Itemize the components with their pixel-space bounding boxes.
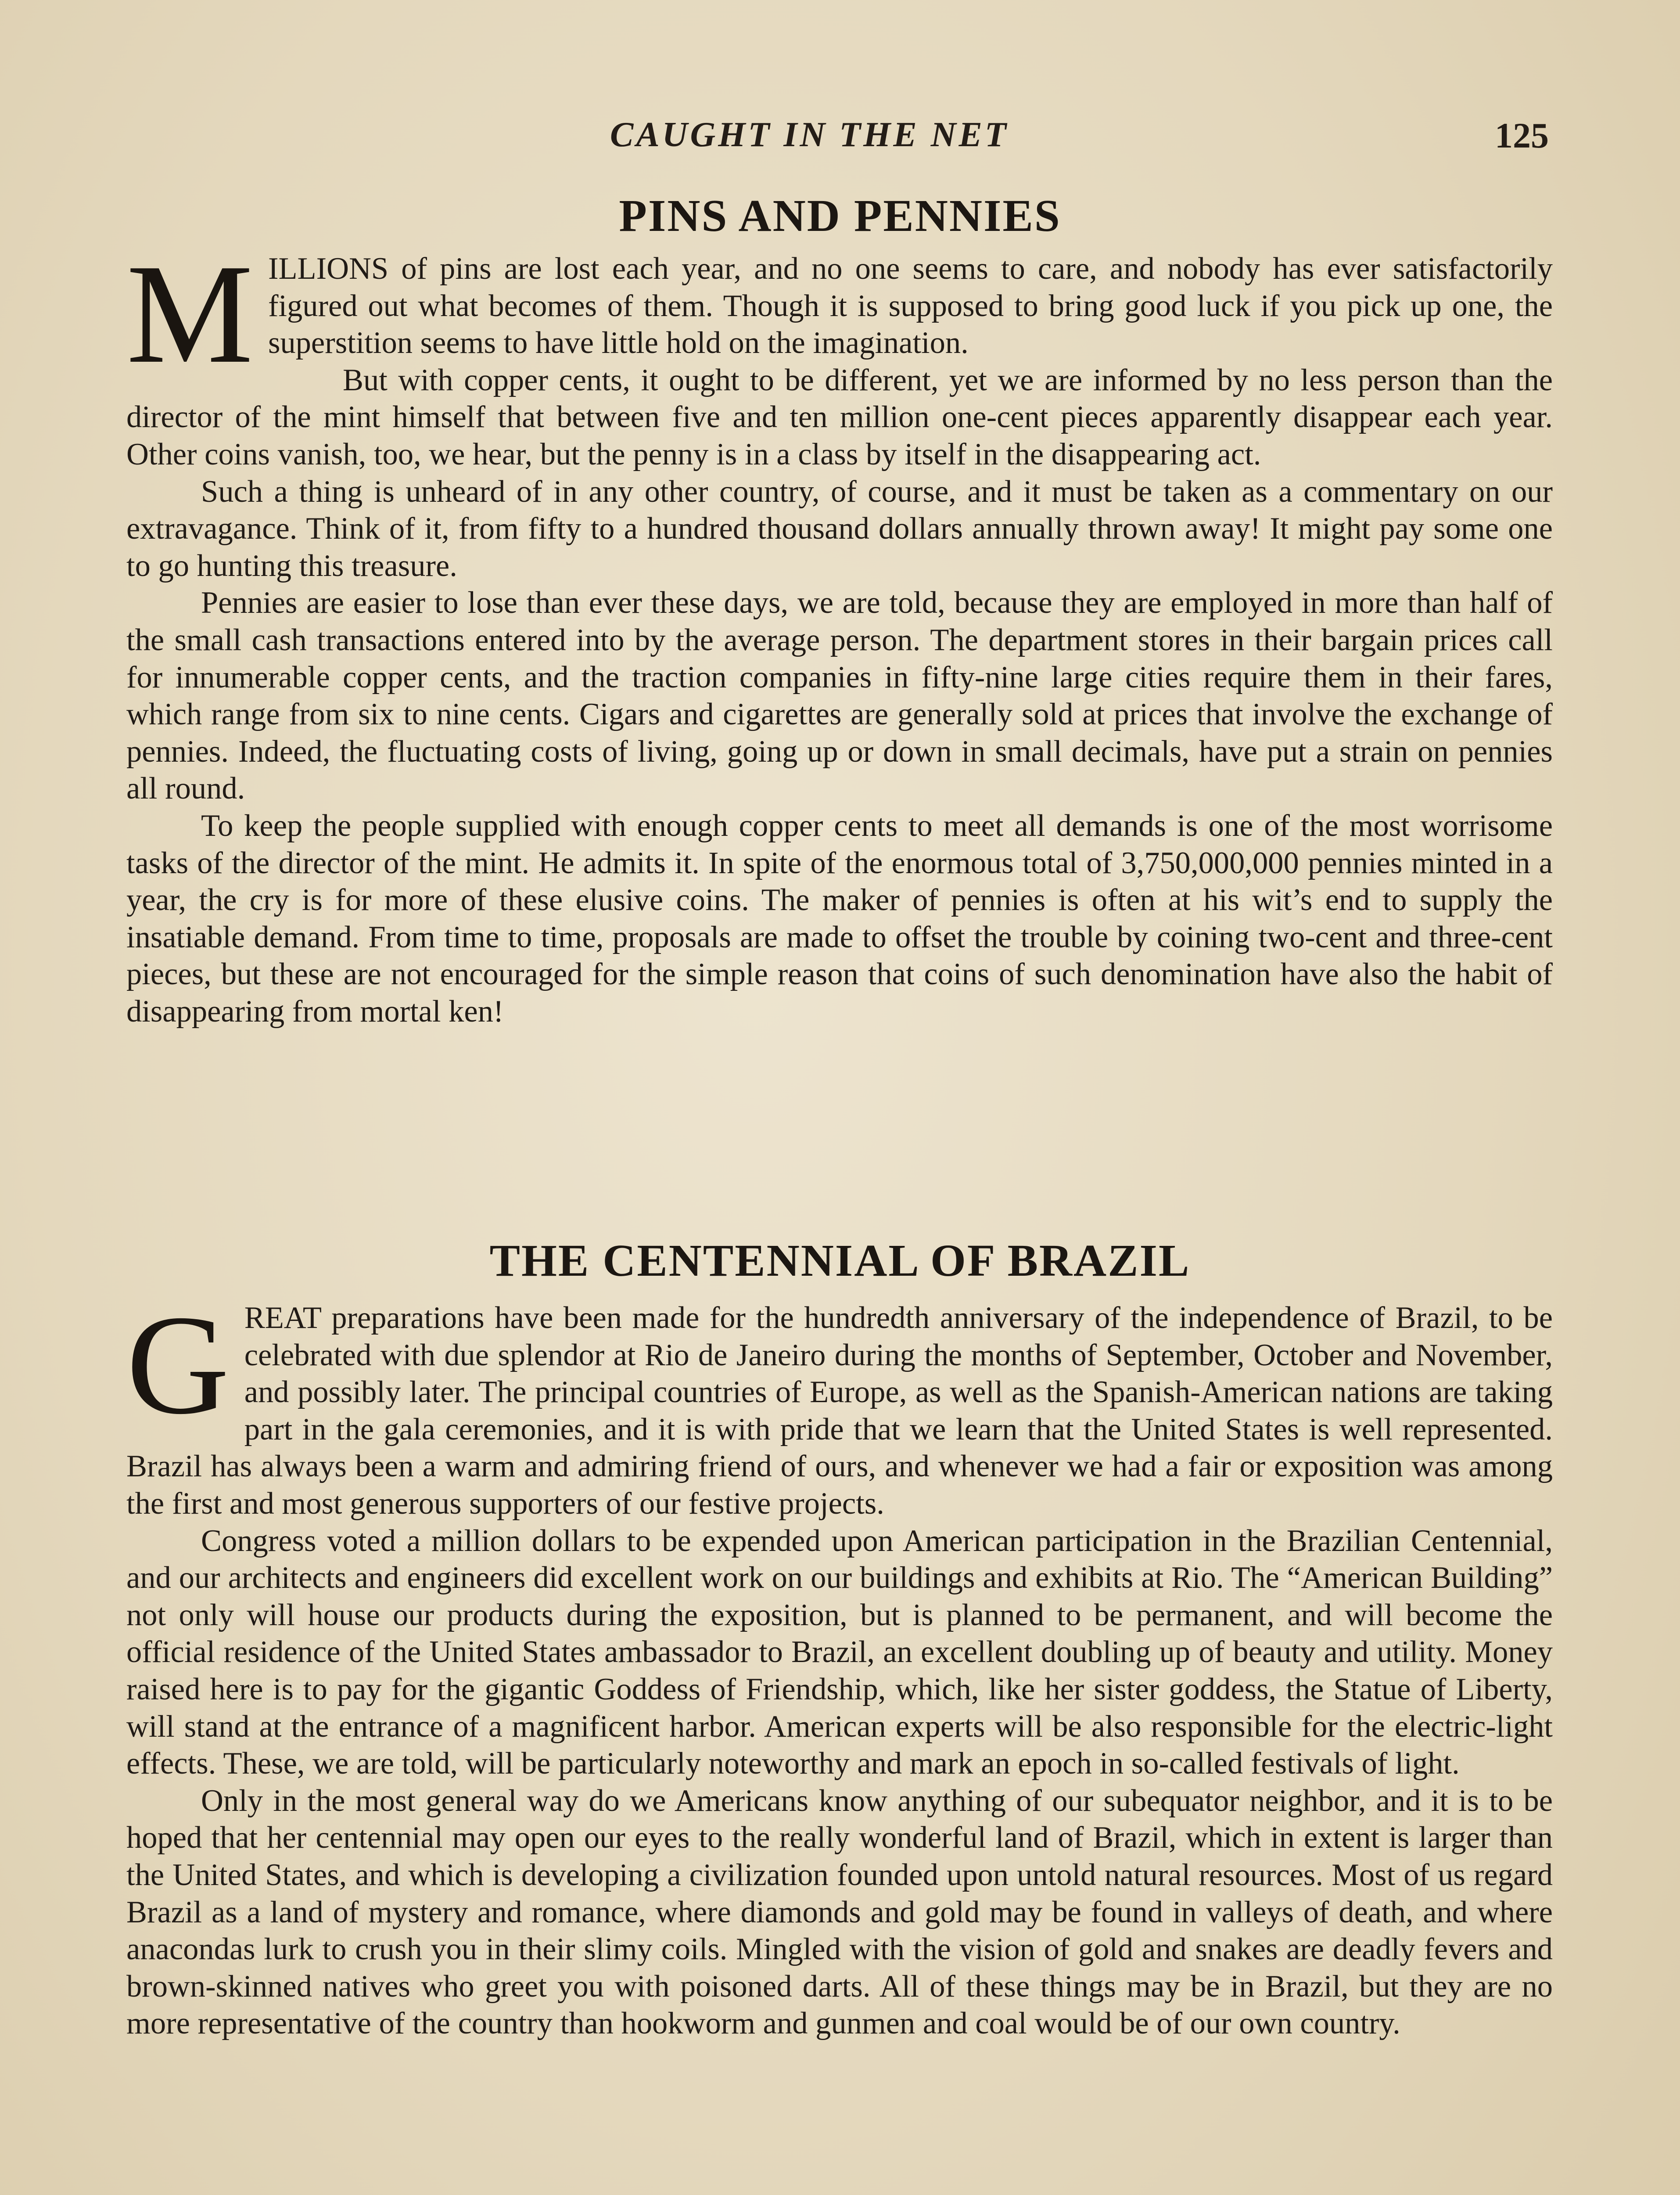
body-paragraph: Congress voted a million dollars to be expended upon American participation in the Brazilian Centennial, and our architects and engineers did excellent work on our buildings and exhibits at Rio. The “American Building” not only will house our products during the exposition, but is planned to be permanent, and will become the official residence of the United States ambassador to Brazil, an excellent doubling up of beauty and utility. Money raised here is to pay for the gigantic Goddess of Friendship, which, like her sister goddess, the Statue of Liberty, will stand at the entrance of a magnificent harbor. American experts will be also responsible for the electric-light effects. These, we are told, will be particularly noteworthy and mark an epoch in so-called festivals of light. (126, 1523, 1553, 1781)
lead-paragraph (126, 1286, 1553, 1522)
body-paragraph: Only in the most general way do we Americans know anything of our subequator neighbor, and it is to be hoped that her centennial may open our eyes to the really wonderful land of Brazil, which in extent is larger than the United States, and which is developing a civilization founded upon untold natural resources. Most of us regard Brazil as a land of mystery and romance, where diamonds and gold may be found in valleys of death, and where anacondas lurk to crush you in their slimy coils. Mingled with the vision of gold and snakes are deadly fevers and brown-skinned natives who greet you with poisoned darts. All of these things may be in Brazil, but they are no more representative of the country than hookworm and gunmen and coal would be of our own country. (126, 1783, 1553, 2041)
article-title-centennial-of-brazil: THE CENTENNIAL OF BRAZIL (489, 1235, 1191, 1286)
page-number: 125 (1495, 115, 1549, 155)
drop-cap: M (126, 235, 253, 393)
lead-text: REAT preparations have been made for the hundredth anniversary of the independence of Brazil, to be celebrated with due splendor at Rio de Janeiro during the months of September, October and November, and possibly later. The principal countries of Europe, as well as the Spanish-American nations are taking part in the gala ceremonies, and it is with pride that we learn that the United States is well represented. Brazil has always been a warm and admiring friend of ours, and whenever we had a fair or exposition was among the first and most generous supporters of our festive projects. (126, 1301, 1553, 1521)
article-body-centennial-of-brazil (126, 1286, 1553, 2042)
body-paragraph: To keep the people supplied with enough copper cents to meet all demands is one of the most worrisome tasks of the director of the mint. He admits it. In spite of the enormous total of 3,750,000,000 pennies minted in a year, the cry is for more of these elusive coins. The maker of pennies is often at his wit’s end to supply the insatiable demand. From time to time, proposals are made to offset the trouble by coining two-cent and three-cent pieces, but these are not encouraged for the simple reason that coins of such denomination have also the habit of disappearing from mortal ken! (126, 808, 1553, 1029)
lead-text: ILLIONS of pins are lost each year, and no one seems to care, and nobody has ever satisfactorily figured out what becomes of them. Though it is supposed to bring good luck if you pick up one, the superstition seems to have little hold on the imagination. (268, 252, 1553, 360)
drop-cap: G (126, 1286, 230, 1444)
running-head-title: CAUGHT IN THE NET (610, 115, 1009, 154)
body-paragraph: Such a thing is unheard of in any other country, of course, and it must be taken as a commentary on our extravagance. Think of it, from fifty to a hundred thousand dollars annually thrown away! It might pay some one to go hunting this treasure. (126, 474, 1553, 583)
body-paragraph: Pennies are easier to lose than ever these days, we are told, because they are employed in more than half of the small cash transactions entered into by the average person. The department stores in their bargain prices call for innumerable copper cents, and the traction companies in fifty-nine large cities require them in their fares, which range from six to nine cents. Cigars and cigarettes are generally sold at prices that involve the exchange of pennies. Indeed, the fluctuating costs of living, going up or down in small decimals, have put a strain on pennies all round. (126, 586, 1553, 806)
lead-paragraph (126, 235, 1553, 393)
body-paragraph: But with copper cents, it ought to be different, yet we are informed by no less person than the director of the mint himself that between five and ten million one-cent pieces apparently disappear each year. Other coins vanish, too, we hear, but the penny is in a class by itself in the disappearing act. (126, 363, 1553, 471)
article-title-pins-and-pennies: PINS AND PENNIES (619, 191, 1061, 241)
article-body-pins-and-pennies (126, 235, 1553, 1030)
